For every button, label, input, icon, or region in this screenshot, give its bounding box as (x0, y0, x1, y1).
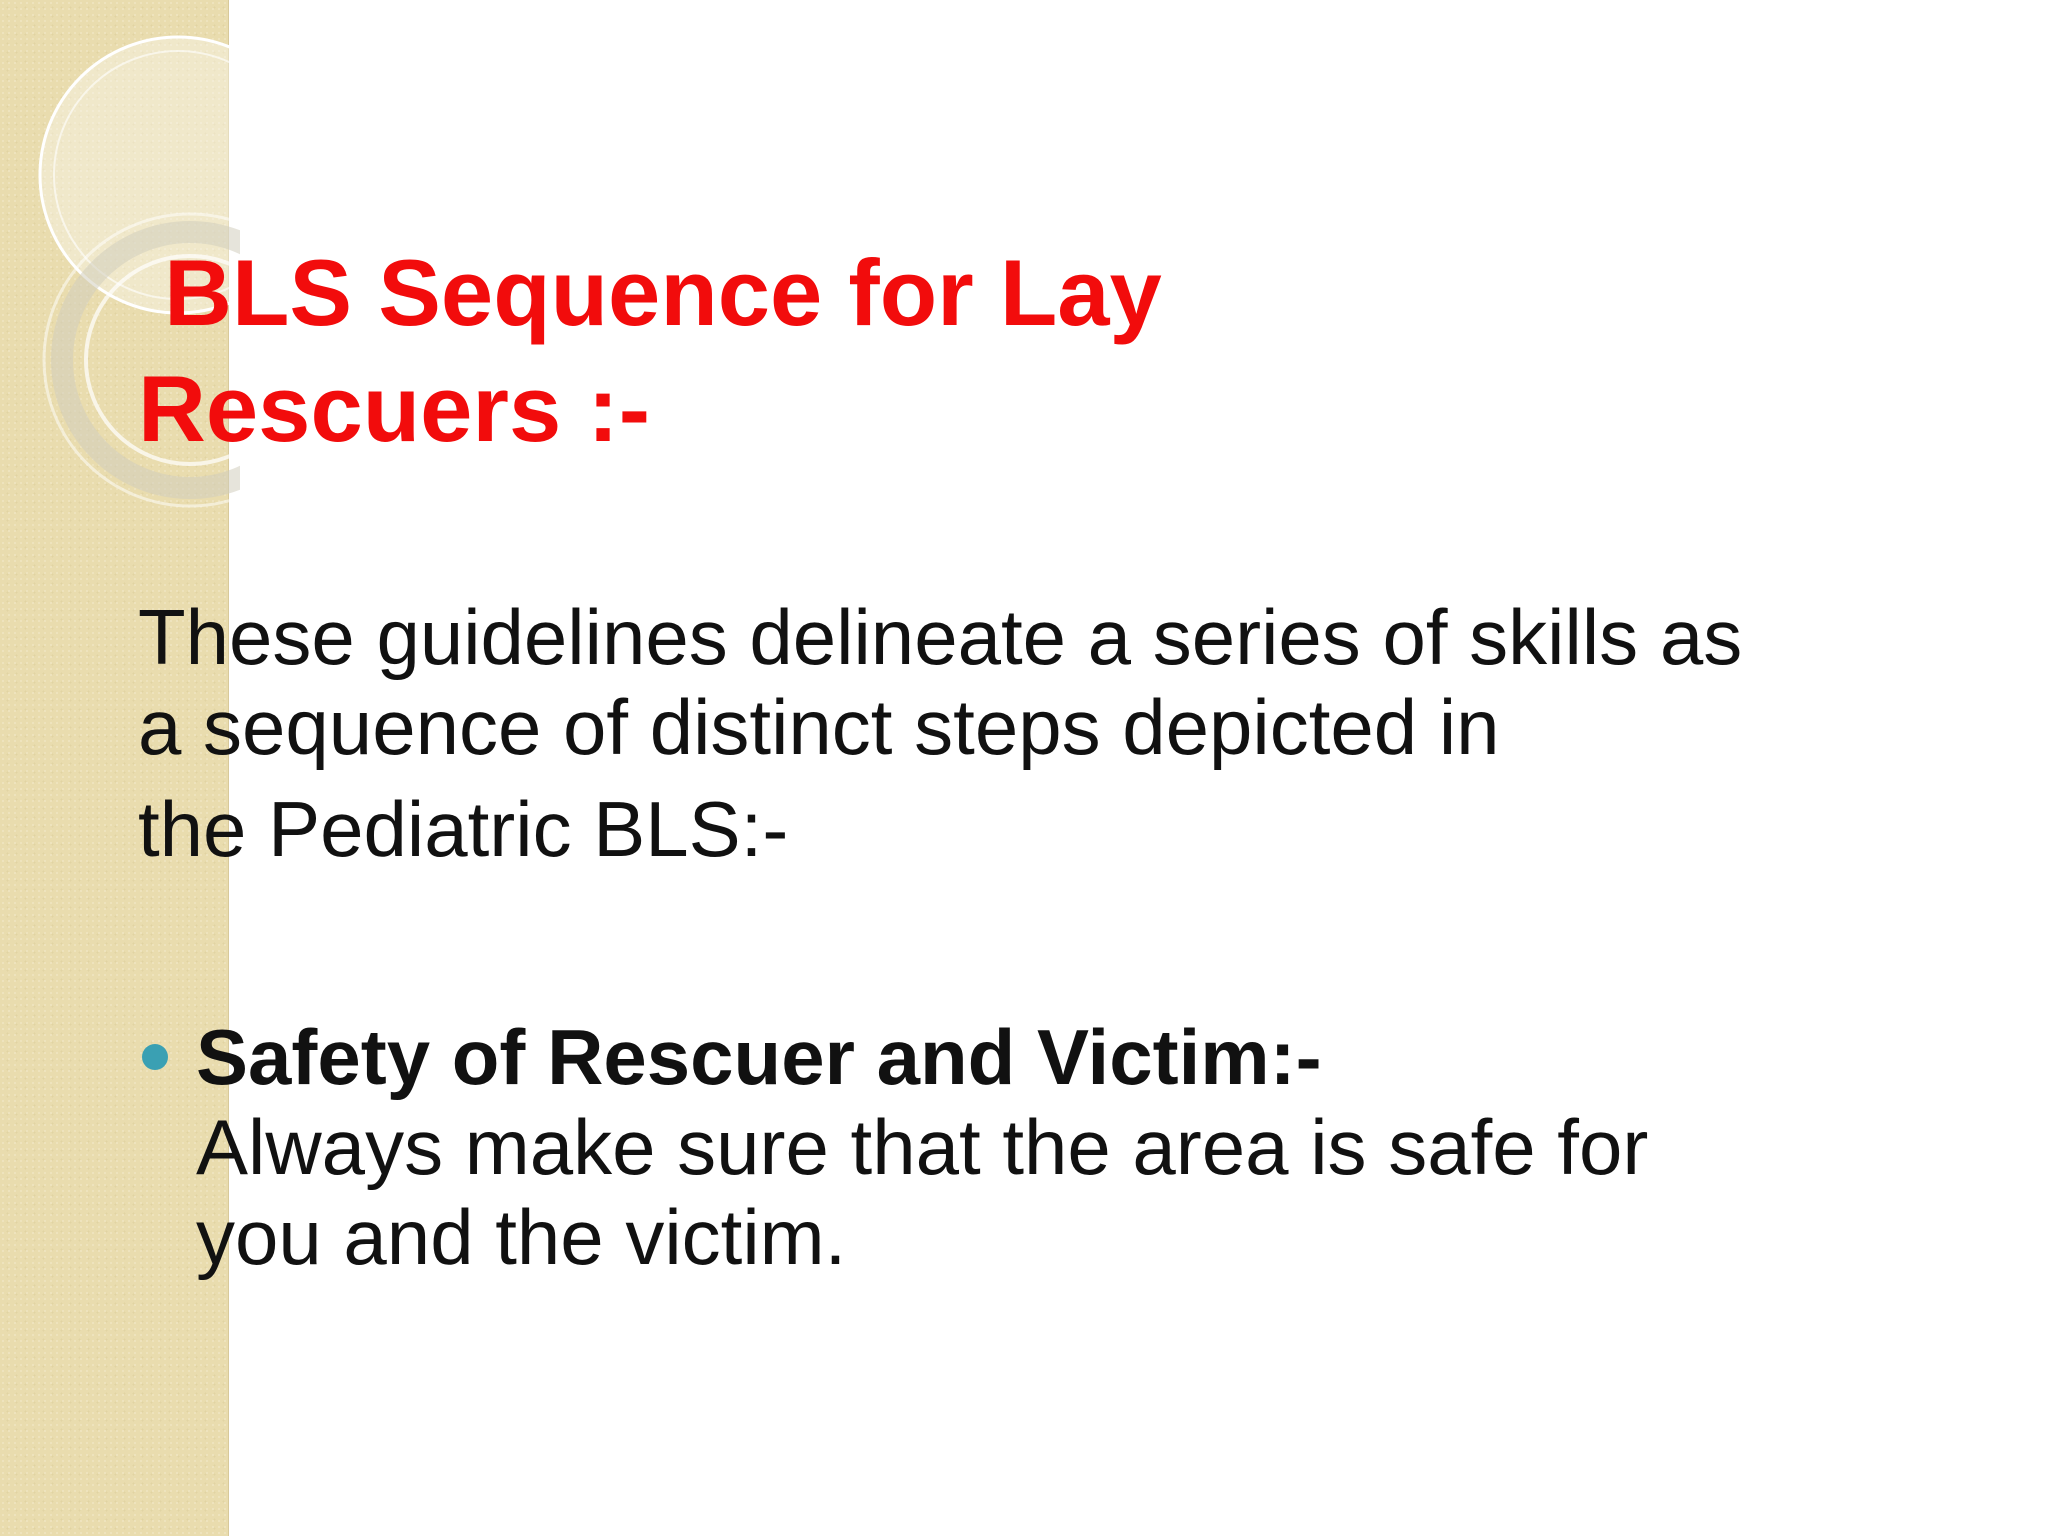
bullet-text-line-1: Always make sure that the area is safe for (196, 1103, 1649, 1191)
intro-line-1: These guidelines delineate a series of skills as (138, 593, 1743, 681)
intro-line-2: a sequence of distinct steps depicted in (138, 683, 1500, 771)
bullet-dot-icon (142, 1044, 168, 1070)
bullet-heading: Safety of Rescuer and Victim:- (196, 1013, 1322, 1101)
bullet-text-line-2: you and the victim. (196, 1193, 847, 1281)
slide-title (138, 235, 1938, 467)
bullet-content (196, 1012, 1896, 1282)
slide-title-line-2: Rescuers :- (138, 356, 650, 461)
intro-line-3: the Pediatric BLS:- (138, 785, 789, 873)
intro-paragraph (138, 592, 1938, 874)
slide-title-line-1: BLS Sequence for Lay (138, 240, 1162, 345)
